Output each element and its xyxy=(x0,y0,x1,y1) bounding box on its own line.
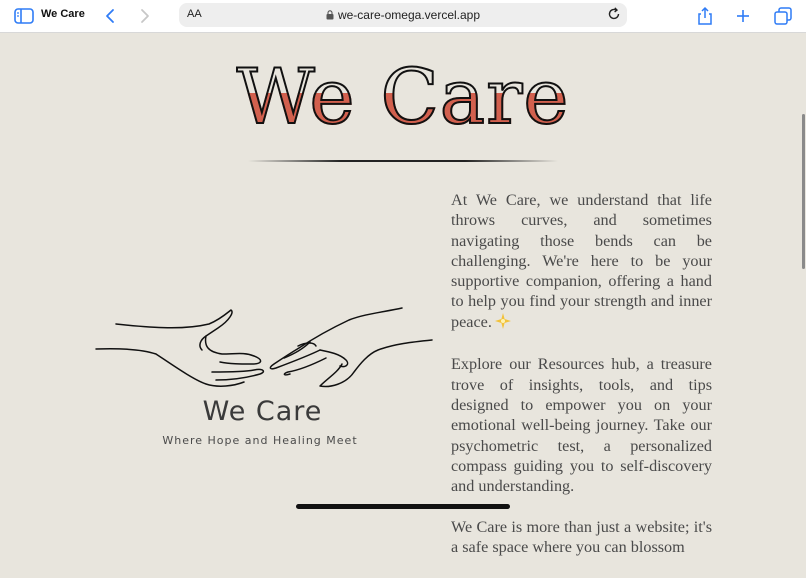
tabs-overview-icon[interactable] xyxy=(772,6,794,26)
logo-tagline: Where Hope and Healing Meet xyxy=(162,434,358,447)
web-page xyxy=(0,34,806,557)
url-text: we-care-omega.vercel.app xyxy=(337,8,481,22)
back-icon[interactable] xyxy=(99,6,121,26)
scrollbar[interactable] xyxy=(802,114,805,269)
share-icon[interactable] xyxy=(694,6,716,26)
text-size-button[interactable]: AA xyxy=(187,8,202,20)
intro-text xyxy=(451,190,712,578)
paragraph: Explore our Resources hub, a treasure trove of insights, tools, and tips designed to empower you on your emotional well-being journey. Take our psychometric test, a personalized compass guiding you to self-discovery and understanding. xyxy=(451,355,712,496)
title-divider xyxy=(248,160,558,162)
logo-name: We Care xyxy=(202,396,323,427)
hero-title: We Care xyxy=(0,59,806,135)
tab-title: We Care xyxy=(41,8,85,20)
forward-icon[interactable] xyxy=(134,6,156,26)
new-tab-icon[interactable] xyxy=(732,6,754,26)
paragraph: At We Care, we understand that life throws curves, and sometimes navigating those bends can be challenging. We're here to be your supportive companion, offering a hand to help you find your strength and inner peace. xyxy=(451,190,712,334)
paragraph: We Care is more than just a website; it's a safe space where you can blossom xyxy=(451,517,712,557)
sidebar-icon[interactable] xyxy=(13,6,35,26)
browser-toolbar xyxy=(0,0,806,33)
home-indicator[interactable] xyxy=(296,504,510,509)
reload-icon[interactable] xyxy=(606,6,622,22)
hands-logo-icon xyxy=(94,302,434,392)
address-bar[interactable] xyxy=(179,3,627,27)
lock-icon xyxy=(326,10,334,20)
sparkle-icon xyxy=(495,313,511,334)
